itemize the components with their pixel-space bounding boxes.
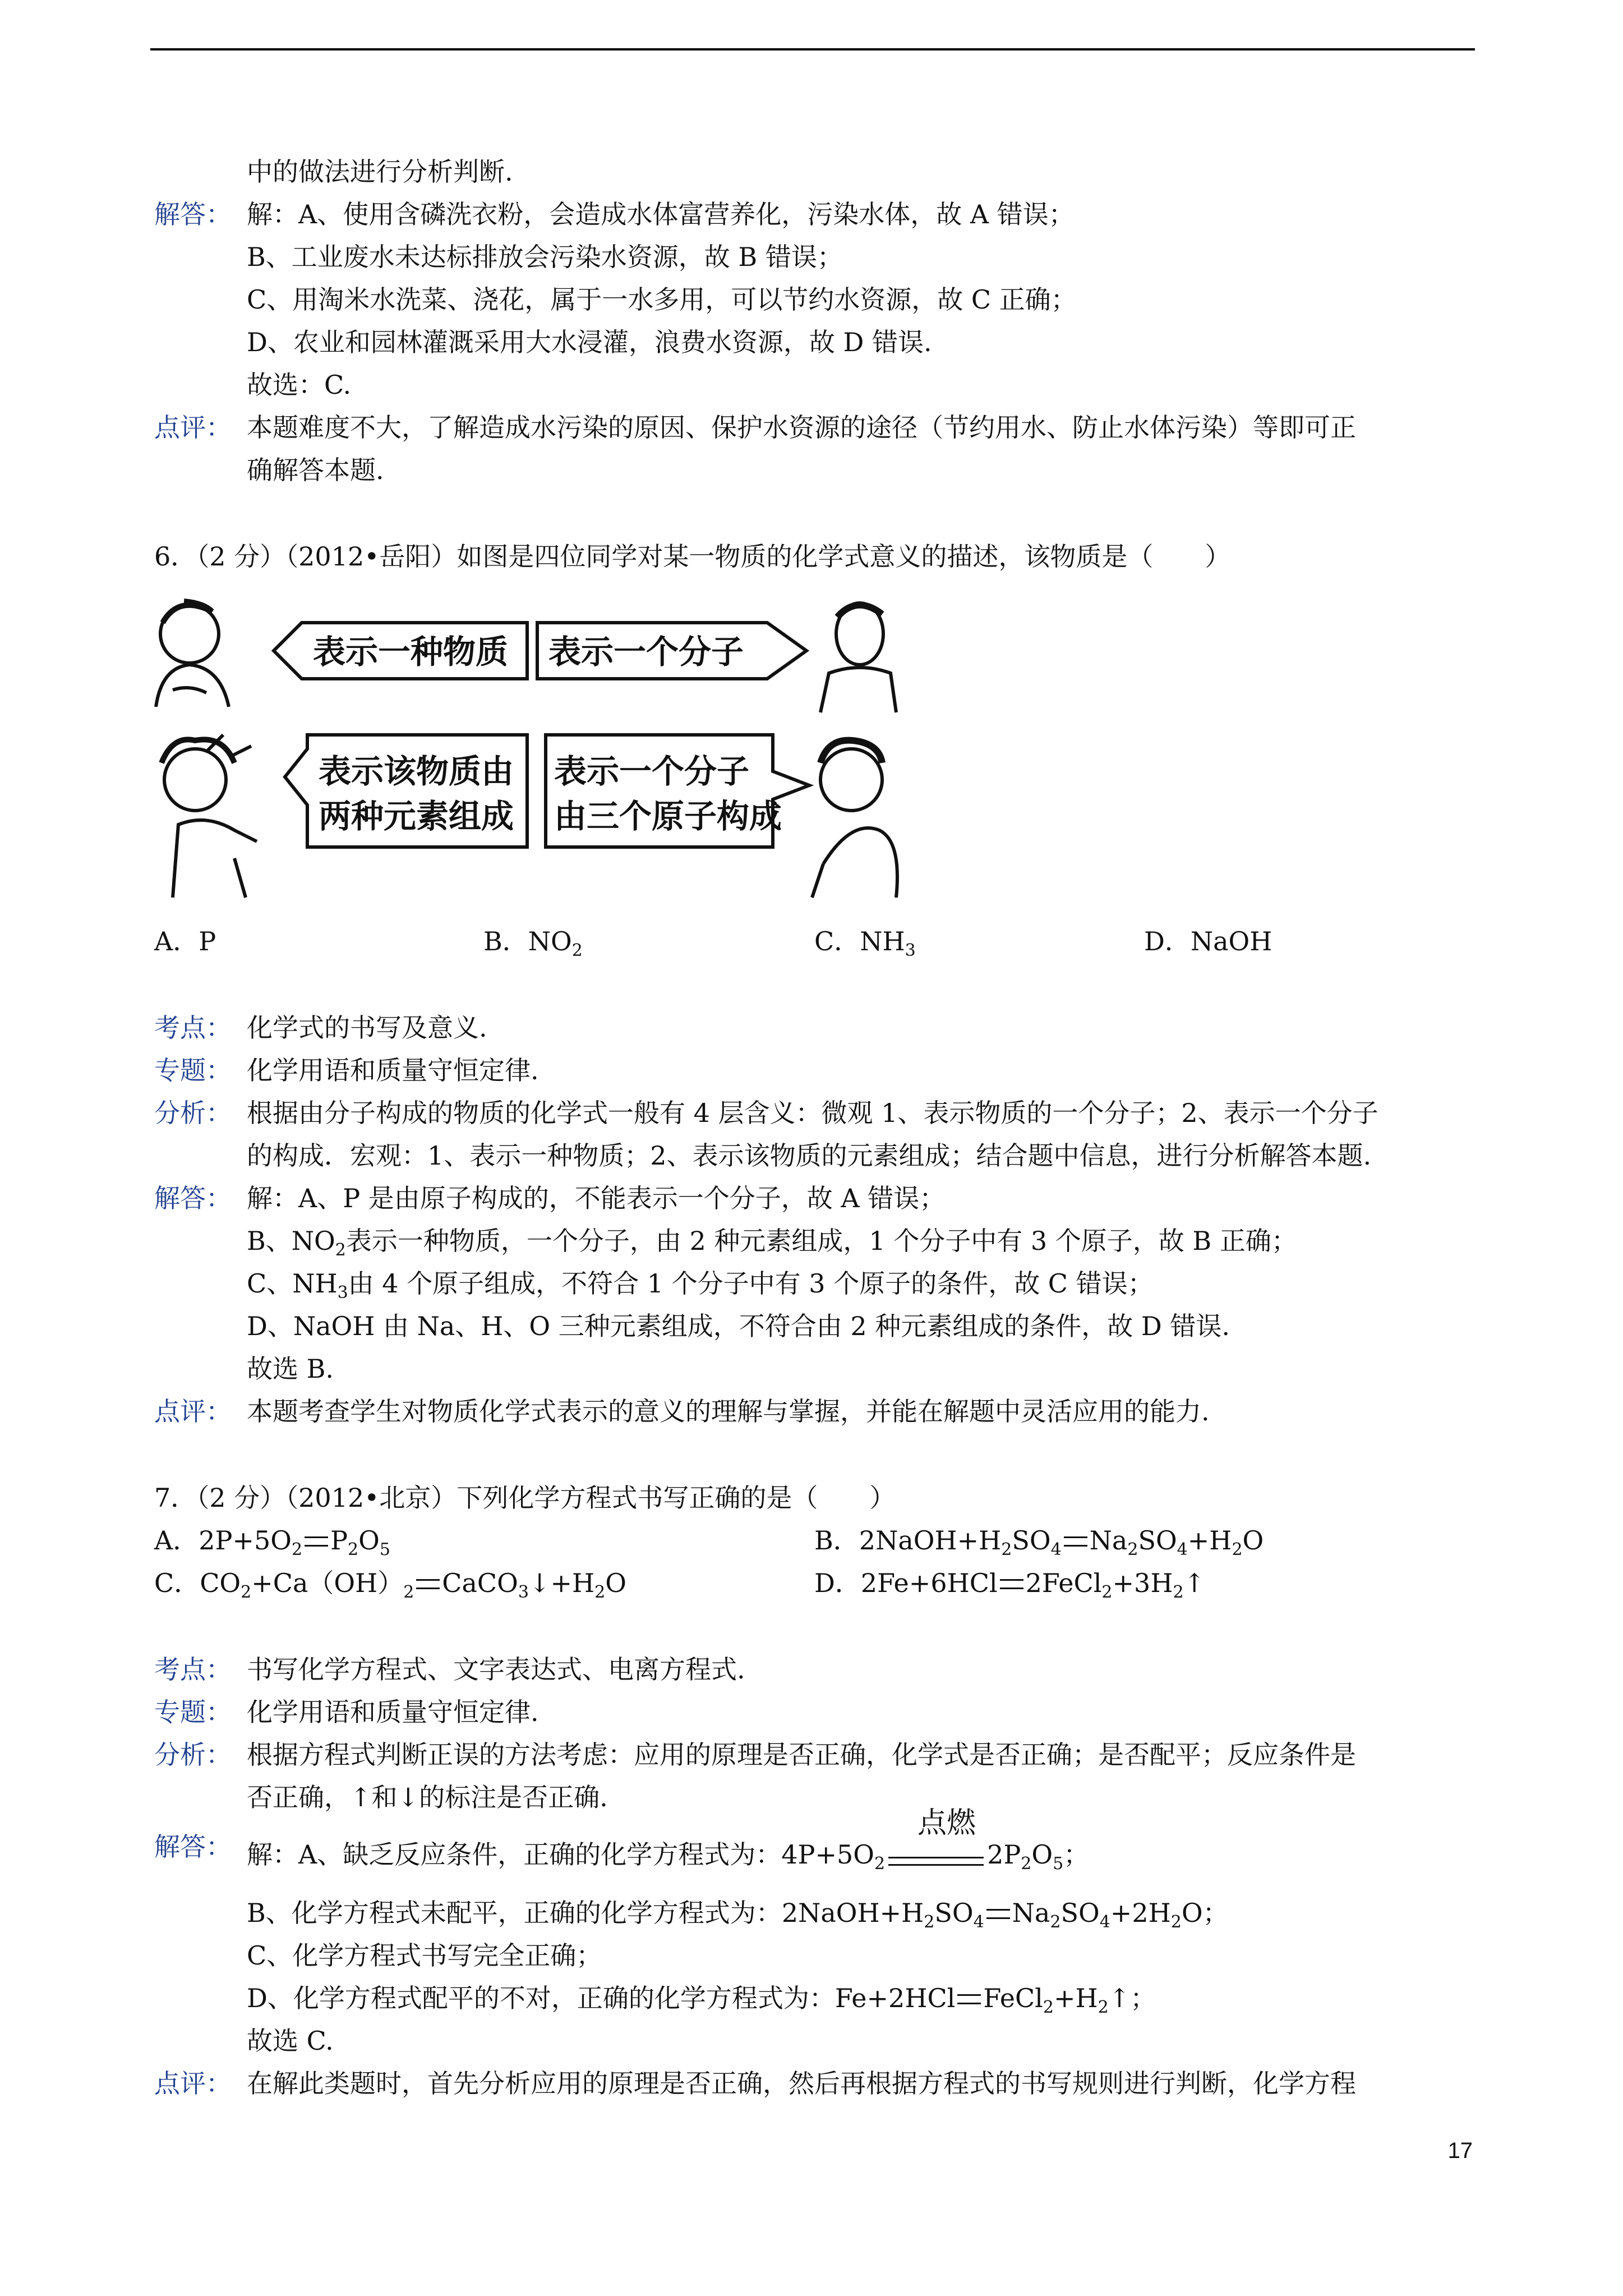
bubble-4-text-line2: 由三个原子构成 bbox=[554, 797, 782, 835]
man-top-right-figure bbox=[820, 603, 896, 712]
q6-kaodian-label: 考点： bbox=[154, 1013, 232, 1043]
q7-option-a: A．$2P+5O_2$ $P_2O_5$ bbox=[154, 1525, 390, 1560]
q7-comment: 在解此类题时，首先分析应用的原理是否正确，然后再根据方程式的书写规则进行判断，化学方程 bbox=[247, 2068, 1356, 2099]
q7-answer-d: D、化学方程式配平的不对，正确的化学方程式为：Fe+2HCl $FeCl_2+H_2↑$； bbox=[247, 1983, 1156, 2018]
q6-conclusion: 故选 B. bbox=[247, 1354, 334, 1384]
q5-answer-d: D、农业和园林灌溉采用大水浸灌，浪费水资源，故 D 错误. bbox=[247, 327, 932, 357]
q7-zhuanti-label: 专题： bbox=[154, 1697, 232, 1727]
girl-bottom-left-figure bbox=[162, 735, 257, 898]
q5-analysis-tail: 中的做法进行分析判断. bbox=[247, 157, 513, 187]
q7-zhuanti: 化学用语和质量守恒定律. bbox=[247, 1697, 539, 1727]
q7-fenxi-line1: 根据方程式判断正误的方法考虑：应用的原理是否正确，化学式是否正确；是否配平；反应条件是 bbox=[247, 1740, 1356, 1770]
q5-comment-line1: 本题难度不大，了解造成水污染的原因、保护水资源的途径（节约用水、防止水体污染）等即可正 bbox=[247, 412, 1356, 443]
q6-stem: 6．（2 分）（2012•岳阳）如图是四位同学对某一物质的化学式意义的描述，该物质是（ ） bbox=[154, 541, 1231, 572]
header-rule bbox=[150, 48, 1475, 50]
q6-answer-a: 解：A、P 是由原子构成的，不能表示一个分子，故 A 错误； bbox=[247, 1183, 946, 1213]
q7-fenxi-label: 分析： bbox=[154, 1740, 232, 1770]
bubble-3-text-line2: 两种元素组成 bbox=[319, 797, 514, 835]
q6-zhuanti-label: 专题： bbox=[154, 1055, 232, 1085]
q6-option-b: B．$NO_2$ bbox=[483, 926, 583, 961]
q5-conclusion: 故选：C. bbox=[247, 370, 352, 400]
bubble-1-text: 表示一种物质 bbox=[313, 633, 509, 671]
q6-answer-b: B、$NO_2$表示一种物质，一个分子，由 2 种元素组成，1 个分子中有 3 个原子，故 B 正确； bbox=[247, 1226, 1297, 1260]
q7-conclusion: 故选 C. bbox=[247, 2026, 334, 2056]
q7-comment-label: 点评： bbox=[154, 2068, 232, 2099]
q7-reaction-condition: 点燃 bbox=[917, 1806, 976, 1840]
q5-comment-line2: 确解答本题. bbox=[247, 455, 384, 485]
q7-answer-label: 解答： bbox=[154, 1832, 232, 1862]
q5-answer-c: C、用淘米水洗菜、浇花，属于一水多用，可以节约水资源，故 C 正确； bbox=[247, 284, 1077, 315]
q7-kaodian-label: 考点： bbox=[154, 1654, 232, 1685]
q6-kaodian: 化学式的书写及意义. bbox=[247, 1013, 487, 1043]
q6-answer-c: C、$NH_3$由 4 个原子组成，不符合 1 个分子中有 3 个原子的条件，故 C 错误； bbox=[247, 1268, 1154, 1303]
q7-answer-a: 解：A、缺乏反应条件，正确的化学方程式为：$4P+5O_2$ $2P_2O_5$； bbox=[247, 1839, 1090, 1874]
q7-option-c: C．$CO_2+Ca(OH)_2$ $CaCO_3↓+H_2O$ bbox=[154, 1568, 626, 1603]
bubble-3-text-line1: 表示该物质由 bbox=[319, 752, 514, 790]
q5-comment-label: 点评： bbox=[154, 412, 232, 443]
q6-fenxi-line1: 根据由分子构成的物质的化学式一般有 4 层含义：微观 1、表示物质的一个分子；2、表示一个分子 bbox=[247, 1098, 1378, 1128]
q6-answer-label: 解答： bbox=[154, 1183, 232, 1213]
q7-fenxi-line2: 否正确，↑和↓的标注是否正确. bbox=[247, 1782, 608, 1812]
bubble-4-text-line1: 表示一个分子 bbox=[554, 752, 750, 790]
q6-answer-d: D、NaOH 由 Na、H、O 三种元素组成，不符合由 2 种元素组成的条件，故 D 错误. bbox=[247, 1311, 1230, 1341]
q7-answer-c: C、化学方程式书写完全正确； bbox=[247, 1940, 602, 1971]
q6-option-c: C．$NH_3$ bbox=[814, 926, 916, 961]
q6-comment-label: 点评： bbox=[154, 1396, 232, 1427]
q6-comment: 本题考查学生对物质化学式表示的意义的理解与掌握，并能在解题中灵活应用的能力. bbox=[247, 1396, 1210, 1427]
q6-option-a: A．P bbox=[154, 926, 216, 956]
q5-answer-a: 解：A、使用含磷洗衣粉，会造成水体富营养化，污染水体，故 A 错误； bbox=[247, 199, 1075, 229]
q5-answer-label: 解答： bbox=[154, 199, 232, 229]
q5-answer-b: B、工业废水未达标排放会污染水资源，故 B 错误； bbox=[247, 242, 843, 272]
q6-cartoon-figure bbox=[150, 595, 913, 909]
boy-bottom-right-figure bbox=[812, 740, 897, 898]
q7-option-d: D．2Fe+6HCl $2FeCl_2+3H_2↑$ bbox=[814, 1568, 1206, 1603]
page-number: 17 bbox=[1447, 2138, 1473, 2163]
bubble-2-text: 表示一个分子 bbox=[548, 633, 744, 671]
boy-top-left-figure bbox=[156, 601, 229, 707]
q6-zhuanti: 化学用语和质量守恒定律. bbox=[247, 1055, 539, 1085]
q6-option-d: D．NaOH bbox=[1144, 926, 1272, 956]
q6-fenxi-label: 分析： bbox=[154, 1098, 232, 1128]
q6-fenxi-line2: 的构成．宏观：1、表示一种物质；2、表示该物质的元素组成；结合题中信息，进行分析解答本题. bbox=[247, 1140, 1372, 1171]
q7-stem: 7．（2 分）（2012•北京）下列化学方程式书写正确的是（ ） bbox=[154, 1483, 896, 1513]
q7-kaodian: 书写化学方程式、文字表达式、电离方程式. bbox=[247, 1654, 745, 1685]
q7-option-b: B．$2NaOH+H_2SO_4$ $Na_2SO_4+H_2O$ bbox=[814, 1525, 1264, 1560]
q7-answer-b: B、化学方程式未配平，正确的化学方程式为：$2NaOH+H_2SO_4$ $Na_2SO_4+2H_2O$； bbox=[247, 1898, 1229, 1932]
